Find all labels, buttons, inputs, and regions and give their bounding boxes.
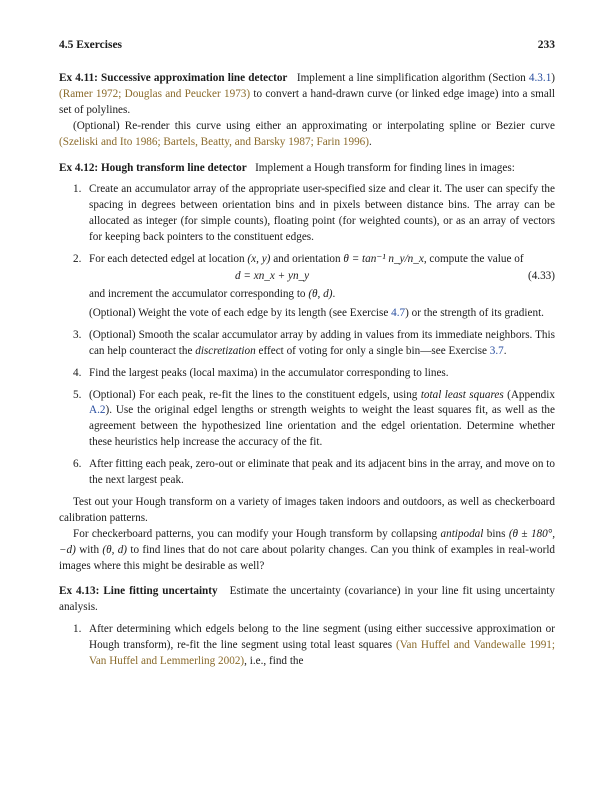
exercise-4-12 xyxy=(59,161,555,575)
list-item: 6. After fitting each peak, zero-out or eliminate that peak and its adjacent bins in the array, and move on to the next largest peak. xyxy=(73,458,555,487)
emphasis: discretization xyxy=(195,344,256,357)
math-inline: (x, y) xyxy=(247,253,271,266)
list-item: 1. After determining which edgels belong to the line segment (using either successive approximation or Hough transform), re-fit the line segment using total least squares (Van Huffel and Vandewalle 1991; Van Huffel and Lemmerling 2002), i.e., find the xyxy=(73,623,555,668)
exercise-4-11-text: Ex 4.11: Successive approximation line detector Implement a line simplification algorithm (Section 4.3.1) (Ramer 1972; Douglas and Peucker 1973) to convert a hand-drawn curve (or linked edge image) into a small set of polylines. xyxy=(59,72,556,116)
math-inline: θ = tan⁻¹ n_y/n_x xyxy=(343,253,424,266)
emphasis: antipodal xyxy=(440,527,484,540)
list-item: 4. Find the largest peaks (local maxima) in the accumulator corresponding to lines. xyxy=(73,366,449,379)
math-inline: (θ, d) xyxy=(102,543,128,556)
exercise-4-13-intro: Ex 4.13: Line fitting uncertainty Estimate the uncertainty (covariance) in your line fit using uncertainty analysis. xyxy=(59,585,555,614)
list-item: 2. For each detected edgel at location (x, y) and orientation θ = tan⁻¹ n_y/n_x, compute the value of d = xn_x + yn_y (4.33) and increment the accumulator corresponding to (θ, d). (Optional) Weight the vote of each edge by its length (see Exercise 4.7) or the strength of its gradient. xyxy=(73,253,555,319)
list-item: 3. (Optional) Smooth the scalar accumulator array by adding in values from its immediate neighbors. This can help counteract the discretization effect of voting for only a single bin—see Exercise 3.7. xyxy=(73,328,555,357)
math-inline: (θ ± 180°, −d) xyxy=(59,527,556,556)
math-inline: (θ, d) xyxy=(308,287,333,300)
citation-link[interactable]: (Ramer 1972; Douglas and Peucker 1973) xyxy=(59,87,251,100)
exercise-4-12-test: Test out your Hough transform on a variety of images taken indoors and outdoors, as well as checkerboard calibration patterns. xyxy=(59,495,555,524)
exercise-4-11 xyxy=(59,71,555,151)
equation-number: (4.33) xyxy=(527,269,555,282)
page-number: 233 xyxy=(537,39,555,51)
equation-body: d = xn_x + yn_y xyxy=(235,269,310,282)
exercise-4-13-steps xyxy=(59,622,555,670)
emphasis: total least squares xyxy=(420,388,504,401)
list-item: 5. (Optional) For each peak, re-fit the lines to the constituent edgels, using total least squares (Appendix A.2). Use the original edgel lengths or strength weights to weight the least squares fit, as well as the agreement between the hypothesized line orientation and the edgel orientation. Determine whether these heuristics help increase the accuracy of the fit. xyxy=(73,388,555,449)
exercise-4-13 xyxy=(59,584,555,670)
list-item: 1. Create an accumulator array of the appropriate user-specified size and clear it. The user can specify the spacing in degrees between orientation bins and in pixels between distance bins. The array can be allocated as integer (for simple counts), floating point (for weighted counts), or as an array of vectors for keeping back pointers to the constituent edges. xyxy=(73,183,555,244)
exercise-4-11-optional: (Optional) Re-render this curve using either an approximating or interpolating spline or Bezier curve (Szeliski and Ito 1986; Bartels, Beatty, and Barsky 1987; Farin 1996). xyxy=(59,119,555,148)
exercise-title: Ex 4.12: Hough transform line detector xyxy=(59,161,247,174)
section-title: 4.5 Exercises xyxy=(59,39,123,51)
exercise-title: Ex 4.11: Successive approximation line detector xyxy=(59,72,288,84)
appendix-ref-link[interactable]: A.2 xyxy=(89,404,106,417)
page-body xyxy=(59,71,555,676)
exercise-title: Ex 4.13: Line fitting uncertainty xyxy=(59,585,218,598)
section-ref-link[interactable]: 4.3.1 xyxy=(528,72,552,84)
exercise-4-12-steps xyxy=(59,182,555,489)
exercise-ref-link[interactable]: 3.7 xyxy=(489,344,504,357)
exercise-4-12-intro: Ex 4.12: Hough transform line detector Implement a Hough transform for finding lines in images: xyxy=(59,161,515,174)
exercise-4-12-checkerboard: For checkerboard patterns, you can modify your Hough transform by collapsing antipodal bins (θ ± 180°, −d) with (θ, d) to find lines that do not care about polarity changes. Can you think of examples in real-world images where this might be desirable as well? xyxy=(59,527,556,572)
equation-4-33 xyxy=(89,269,555,285)
exercise-ref-link[interactable]: 4.7 xyxy=(391,306,406,319)
citation-link[interactable]: (Szeliski and Ito 1986; Bartels, Beatty, and Barsky 1987; Farin 1996) xyxy=(59,135,369,148)
citation-link[interactable]: (Van Huffel and Vandewalle 1991; Van Huffel and Lemmerling 2002) xyxy=(89,639,555,668)
